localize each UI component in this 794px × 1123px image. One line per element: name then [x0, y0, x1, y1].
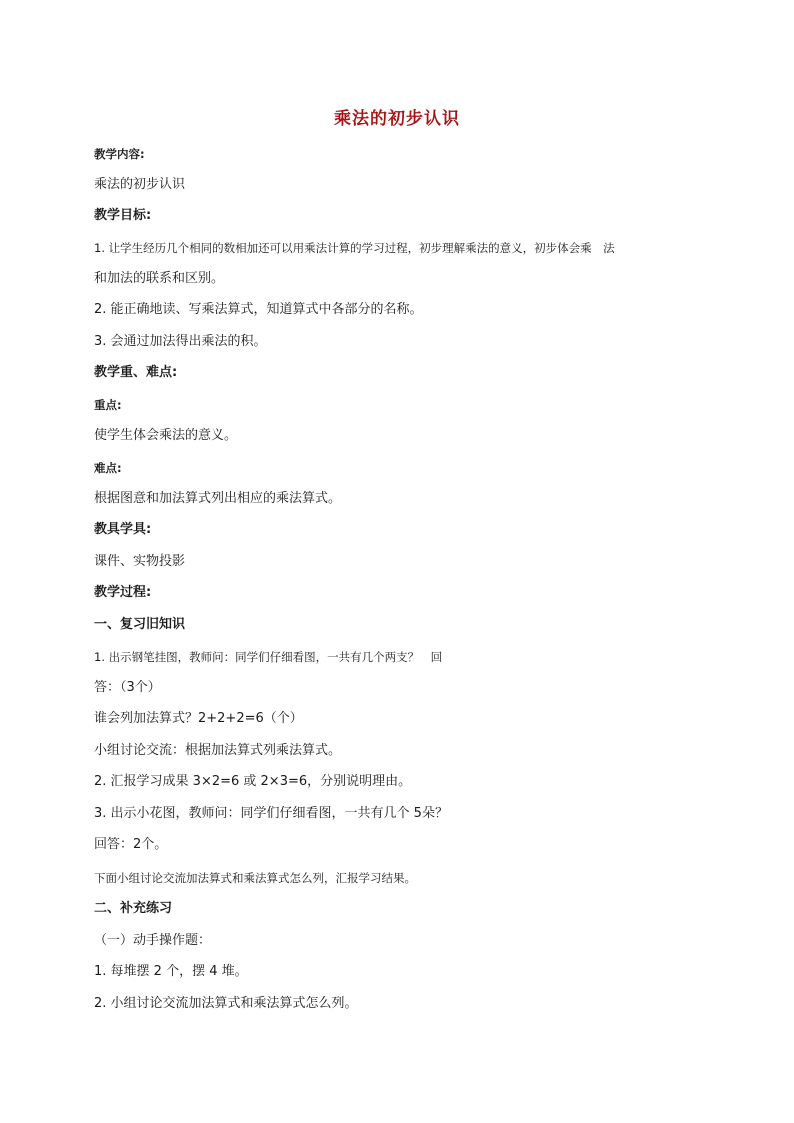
paragraph: 1. 每堆摆 2 个，摆 4 堆。 [94, 964, 248, 979]
paragraph: 2. 小组讨论交流加法算式和乘法算式怎么列。 [94, 996, 358, 1011]
paragraph: 使学生体会乘法的意义。 [94, 428, 238, 443]
paragraph: 课件、实物投影 [94, 554, 186, 569]
paragraph: 小组讨论交流：根据加法算式列乘法算式。 [94, 743, 342, 758]
paragraph: 回答：2个。 [94, 837, 168, 852]
paragraph: （一）动手操作题： [94, 933, 212, 948]
heading-teaching-content: 教学内容: [94, 147, 145, 161]
paragraph: 3. 出示小花图，教师问：同学们仔细看图，一共有几个 5朵？ [94, 806, 448, 821]
paragraph: 乘法的初步认识 [94, 177, 186, 192]
heading-teaching-goals: 教学目标: [94, 208, 152, 223]
heading-review: 一、复习旧知识 [94, 617, 186, 632]
heading-key: 重点: [94, 398, 122, 412]
paragraph: 谁会列加法算式？2+2+2=6（个） [94, 711, 303, 726]
heading-key-points: 教学重、难点: [94, 365, 178, 380]
paragraph: 答：（3个） [94, 680, 161, 695]
paragraph: 1. 出示钢笔挂图，教师问：同学们仔细看图，一共有几个两支？ 回 [94, 650, 443, 664]
document-title: 乘法的初步认识 [334, 109, 460, 129]
paragraph: 根据图意和加法算式列出相应的乘法算式。 [94, 491, 342, 506]
paragraph: 1. 让学生经历几个相同的数相加还可以用乘法计算的学习过程，初步理解乘法的意义，初步体会乘 法 [94, 241, 615, 255]
heading-teaching-aids: 教具学具: [94, 522, 152, 537]
paragraph: 和加法的联系和区别。 [94, 271, 225, 286]
paragraph: 2. 能正确地读、写乘法算式，知道算式中各部分的名称。 [94, 302, 423, 317]
heading-difficulty: 难点: [94, 461, 122, 475]
heading-practice: 二、补充练习 [94, 901, 173, 916]
paragraph: 下面小组讨论交流加法算式和乘法算式怎么列，汇报学习结果。 [94, 871, 416, 885]
paragraph: 3. 会通过加法得出乘法的积。 [94, 334, 267, 349]
paragraph: 2. 汇报学习成果 3×2=6 或 2×3=6，分别说明理由。 [94, 774, 412, 789]
heading-teaching-process: 教学过程: [94, 585, 152, 600]
